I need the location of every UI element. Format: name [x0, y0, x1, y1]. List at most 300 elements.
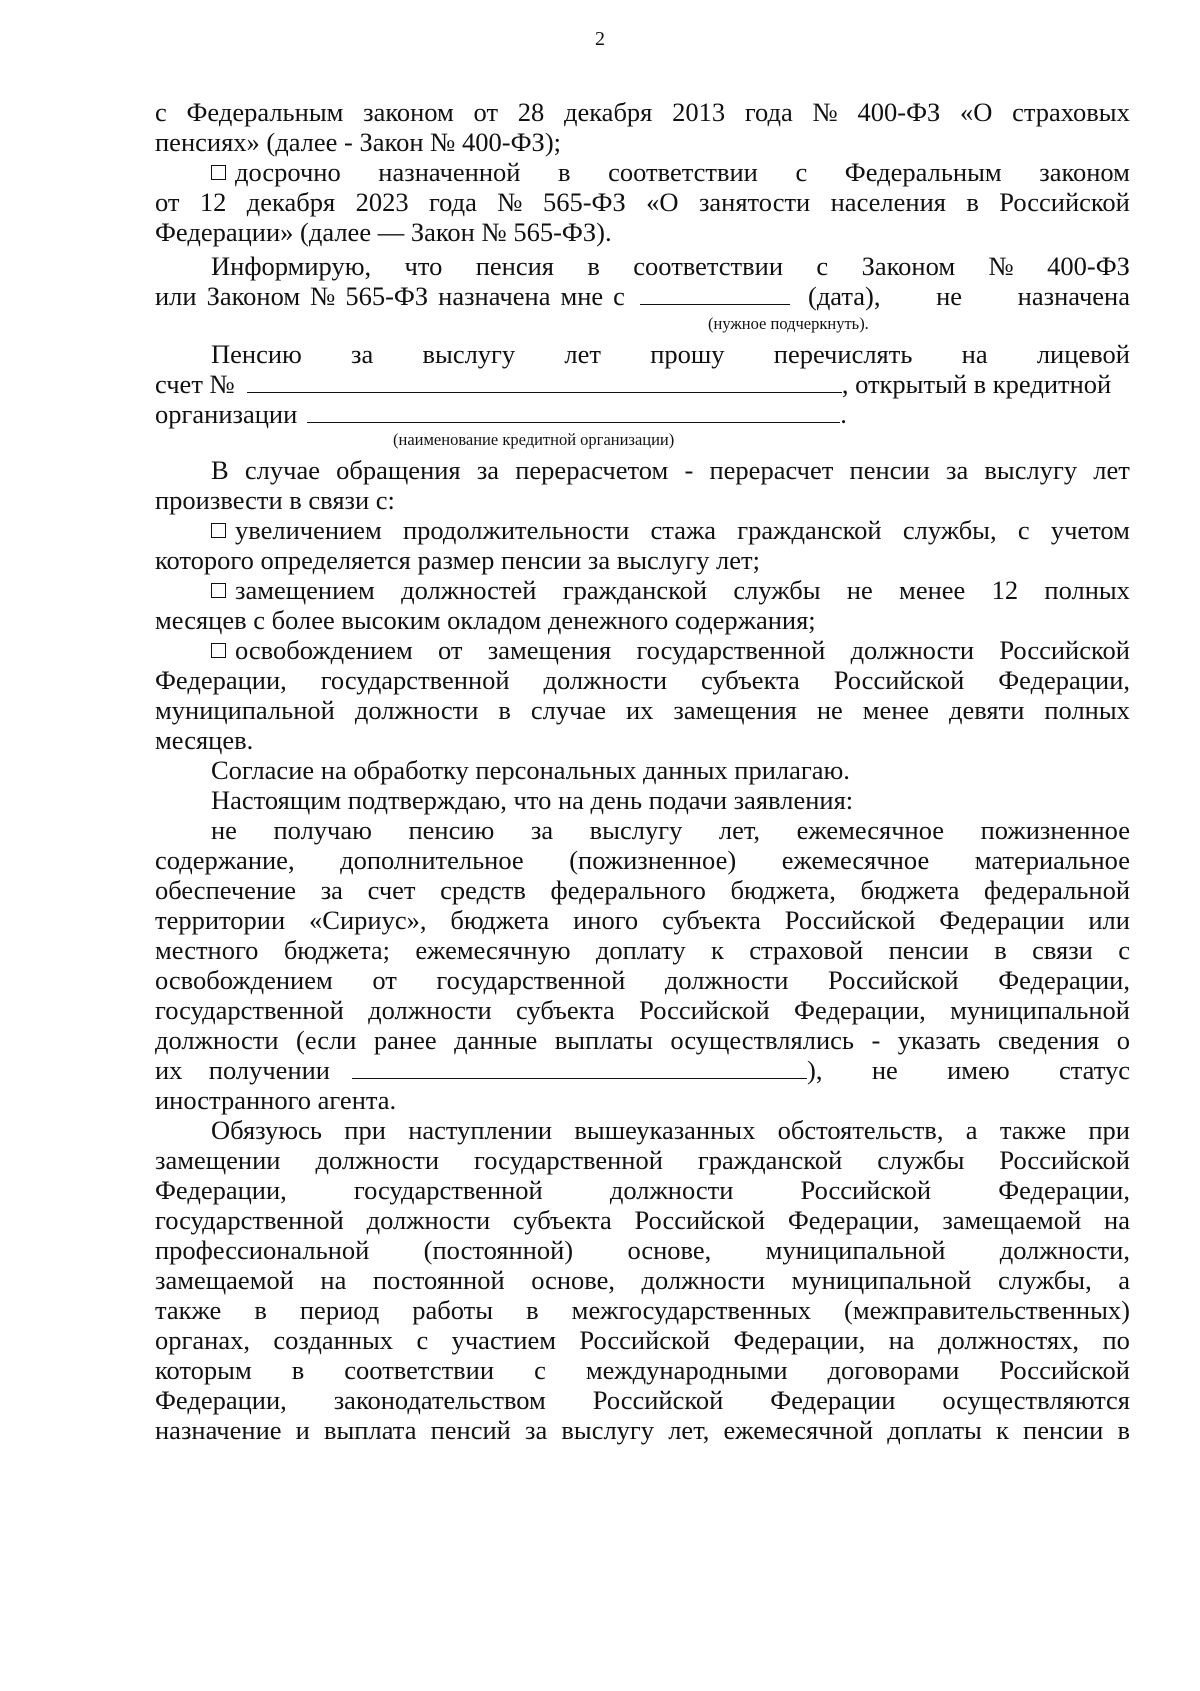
word: Федерации	[939, 905, 1065, 935]
word: лет,	[668, 1415, 710, 1445]
word: бюджета	[450, 905, 550, 935]
word: а	[1118, 1265, 1130, 1295]
text-line: Настоящим подтверждаю, что на день подачи заявления:	[211, 785, 854, 815]
text-segment: счет №	[155, 369, 235, 399]
word: что	[404, 251, 443, 281]
word: гражданской	[697, 1145, 843, 1175]
word: назначенной	[378, 157, 521, 187]
word: не	[211, 815, 237, 845]
text-line	[155, 186, 1130, 218]
word: по	[1102, 1325, 1130, 1355]
word: статус	[1059, 1055, 1130, 1085]
text-line	[211, 454, 1130, 486]
word: субъекта	[512, 1205, 612, 1235]
word: наступлении	[408, 1115, 553, 1145]
word: должности	[850, 635, 975, 665]
word: в	[254, 1295, 267, 1325]
word: должности	[354, 695, 479, 725]
word: Российской	[800, 1175, 932, 1205]
word: не	[846, 575, 873, 605]
word: перерасчет	[709, 455, 834, 485]
word: года	[744, 97, 793, 127]
text-line	[211, 814, 1130, 846]
word: Российской	[579, 1325, 711, 1355]
word: должностей	[401, 575, 537, 605]
word: государственной	[636, 635, 826, 665]
word: менее	[899, 575, 966, 605]
word: межгосударственных	[571, 1295, 811, 1325]
word: Информирую,	[211, 251, 372, 281]
word: имею	[947, 1055, 1010, 1085]
word: должности,	[999, 1235, 1130, 1265]
text-line: Согласие на обработку персональных данных прилагаю.	[211, 755, 850, 785]
word: пенсии	[849, 455, 930, 485]
word: пенсии	[888, 935, 969, 965]
text-line	[155, 1144, 1130, 1176]
word: территории	[155, 905, 286, 935]
word: с	[613, 281, 625, 311]
word: Законом	[861, 251, 956, 281]
word: ежемесячную	[415, 935, 571, 965]
word: получении	[208, 1055, 330, 1085]
word: законом	[1039, 157, 1130, 187]
word: продолжительности	[403, 515, 630, 545]
word: 12	[991, 575, 1019, 605]
word: года	[428, 187, 477, 217]
word: Российской	[999, 635, 1130, 665]
text-segment	[808, 280, 1130, 312]
text-line	[155, 1354, 1130, 1386]
word: счет	[367, 875, 416, 905]
date-field[interactable]	[640, 280, 790, 305]
word: доплату	[595, 935, 686, 965]
word: созданных	[273, 1325, 394, 1355]
word: (если	[296, 1025, 357, 1055]
text-segment: .	[840, 399, 847, 429]
word: бюджета	[860, 875, 960, 905]
word: 565-ФЗ	[542, 187, 626, 217]
word: за	[351, 339, 374, 369]
word: и	[295, 1415, 310, 1445]
text-line	[155, 844, 1130, 876]
word: (дата),	[808, 281, 881, 311]
word: лицевой	[1036, 339, 1130, 369]
word: перерасчетом	[515, 455, 669, 485]
word: Российской	[833, 665, 965, 695]
word: основе,	[531, 1265, 616, 1295]
word: «О	[646, 187, 679, 217]
word: Российской	[999, 187, 1130, 217]
word: за	[530, 815, 554, 845]
word: должности	[641, 1265, 766, 1295]
text-line	[155, 1234, 1130, 1266]
word: при	[344, 1115, 386, 1145]
text-line: иностранного агента.	[155, 1085, 397, 1115]
word: пенсию	[408, 815, 495, 845]
word: при	[1088, 1115, 1130, 1145]
word: с	[816, 251, 829, 281]
word: от	[438, 635, 463, 665]
word: выслугу	[422, 339, 516, 369]
word: Федерации,	[155, 1385, 287, 1415]
word: выслугу	[561, 1415, 655, 1445]
word: Федерации,	[733, 1325, 866, 1355]
word: 565-ФЗ	[345, 281, 429, 311]
text-segment	[807, 1054, 1130, 1086]
word: муниципальной	[791, 1265, 972, 1295]
option-release-position[interactable]	[211, 634, 1130, 666]
text-line	[155, 934, 1130, 966]
word: органах,	[155, 1325, 250, 1355]
word: №	[310, 281, 336, 311]
word: Российской	[592, 1385, 724, 1415]
text-line	[155, 694, 1130, 726]
text-line: которого определяется размер пенсии за выслугу лет;	[155, 545, 760, 575]
text-line	[155, 1024, 1130, 1056]
word: не	[936, 281, 963, 311]
word: за	[525, 1415, 548, 1445]
word: вышеуказанных	[574, 1115, 756, 1145]
word: должности	[155, 1025, 279, 1055]
option-service-length[interactable]	[211, 514, 1130, 546]
word: ежемесячное	[781, 845, 930, 875]
word: Федерации,	[998, 965, 1130, 995]
text-line	[155, 1414, 1130, 1446]
text-line	[155, 874, 1130, 906]
word: страховой	[749, 935, 864, 965]
word: пенсии	[1023, 1415, 1104, 1445]
word: должности	[664, 965, 789, 995]
word: назначение	[155, 1415, 282, 1445]
word: полных	[1044, 695, 1130, 725]
word: к	[711, 935, 724, 965]
word: замещаемой	[942, 1205, 1082, 1235]
word: в	[291, 1355, 305, 1385]
word: учетом	[1050, 515, 1130, 545]
text-segment: , открытый в кредитной	[841, 369, 1112, 399]
word: получаю	[273, 815, 372, 845]
word: в	[498, 695, 511, 725]
account-number-field[interactable]	[247, 368, 842, 393]
word: должности	[368, 995, 492, 1025]
word: страховых	[1012, 97, 1130, 127]
word: службы,	[902, 515, 997, 545]
text-line	[155, 664, 1130, 696]
checkbox-icon[interactable]	[211, 643, 226, 658]
word: профессиональной	[155, 1235, 370, 1265]
word: или	[1088, 905, 1130, 935]
word: также	[155, 1295, 222, 1325]
word: материальное	[974, 845, 1130, 875]
text-line	[155, 1294, 1130, 1326]
word: федеральной	[984, 875, 1130, 905]
word: ежемесячное	[796, 815, 945, 845]
word: государственной	[436, 965, 626, 995]
checkbox-icon[interactable]	[211, 165, 226, 180]
option-text	[235, 634, 1130, 666]
word: Пенсию	[211, 339, 302, 369]
word: за	[946, 455, 969, 485]
word: 12	[199, 187, 227, 217]
text-line: Федерации» (далее — Закон № 565-ФЗ).	[155, 217, 612, 247]
word: иного	[573, 905, 639, 935]
word: населения	[830, 187, 946, 217]
word: Федеральным	[844, 157, 1002, 187]
word: -	[871, 1025, 881, 1055]
word: 2013	[672, 97, 726, 127]
word: период	[299, 1295, 380, 1325]
word: ежемесячной	[723, 1415, 874, 1445]
word: прошу	[650, 339, 725, 369]
word: с	[534, 1355, 546, 1385]
word: обеспечение	[155, 875, 297, 905]
caption-underline-hint: (нужное подчеркнуть).	[708, 314, 869, 333]
word: Законом	[206, 281, 301, 311]
word: должностях,	[937, 1325, 1080, 1355]
bank-name-field[interactable]	[307, 398, 840, 423]
word: за	[320, 875, 343, 905]
word: Российской	[999, 1145, 1130, 1175]
text-line-account	[155, 368, 1130, 400]
word: основе,	[627, 1235, 712, 1265]
word: государственной	[320, 665, 510, 695]
word: «О	[960, 97, 993, 127]
word: законом	[363, 97, 454, 127]
word: Российской	[634, 1205, 766, 1235]
word: субъекта	[516, 995, 615, 1025]
word: Федерации,	[787, 1205, 920, 1235]
word: в	[966, 187, 979, 217]
word: дополнительное	[340, 845, 524, 875]
word: Федерации,	[998, 665, 1130, 695]
text-line: произвести в связи с:	[155, 485, 395, 515]
word: Обязуюсь	[211, 1115, 322, 1145]
word: содержание,	[155, 845, 295, 875]
word: №	[497, 187, 523, 217]
word: освобождением	[155, 965, 333, 995]
text-line: месяцев с более высоким окладом денежного содержания;	[155, 605, 816, 635]
word: на	[961, 339, 988, 369]
word: случае	[244, 455, 320, 485]
word: выплаты	[554, 1025, 653, 1055]
word: (межправительственных)	[844, 1295, 1130, 1325]
word: договорами	[827, 1355, 960, 1385]
word: выслугу	[589, 815, 683, 845]
word: 400-ФЗ	[1047, 251, 1130, 281]
word: Российской	[828, 965, 959, 995]
word: ),	[807, 1055, 823, 1085]
word: за	[476, 455, 500, 485]
checkbox-icon[interactable]	[211, 583, 226, 598]
word: должности	[366, 1205, 491, 1235]
word: полных	[1044, 575, 1130, 605]
word: назначена	[438, 281, 551, 311]
word: гражданской	[562, 575, 708, 605]
word: муниципальной	[765, 1235, 946, 1265]
word: мне	[560, 281, 604, 311]
word: «Сириус»,	[309, 905, 427, 935]
word: их	[625, 695, 654, 725]
word: Российской	[999, 1355, 1130, 1385]
word: государственной	[474, 1145, 663, 1175]
word: бюджета,	[730, 875, 836, 905]
word: -	[684, 455, 694, 485]
word: Федеральным	[186, 97, 344, 127]
word: Федерации	[770, 1385, 896, 1415]
text-line: месяцев.	[155, 725, 254, 755]
word: должности	[609, 1175, 734, 1205]
word: в	[1117, 1415, 1130, 1445]
word: постоянной	[372, 1265, 505, 1295]
word: лет	[564, 339, 601, 369]
text-line-date	[155, 280, 1130, 312]
word: соответствии	[633, 251, 784, 281]
word: связи	[1032, 935, 1093, 965]
word: службы,	[997, 1265, 1092, 1295]
word: к	[996, 1415, 1009, 1445]
word: местного	[155, 935, 259, 965]
word: не	[816, 695, 843, 725]
word: муниципальной	[950, 995, 1130, 1025]
word: участием	[451, 1325, 557, 1355]
word: замещением	[235, 575, 375, 605]
word: также	[999, 1115, 1067, 1145]
word: В	[211, 455, 229, 485]
checkbox-icon[interactable]	[211, 523, 226, 538]
word: муниципальной	[155, 695, 335, 725]
word: на	[1104, 1205, 1130, 1235]
text-line-payments	[155, 1054, 1130, 1086]
word: Федерации,	[155, 1175, 287, 1205]
word: с	[1118, 935, 1130, 965]
word: доплаты	[887, 1415, 982, 1445]
payments-info-field[interactable]	[352, 1054, 807, 1079]
word: замещаемой	[155, 1265, 294, 1295]
word: выплата	[323, 1415, 417, 1445]
word: (постоянной)	[423, 1235, 574, 1265]
word: от	[372, 965, 397, 995]
text-line	[155, 964, 1130, 996]
word: ранее	[373, 1025, 437, 1055]
word: досрочно	[235, 157, 341, 187]
word: субъекта	[662, 905, 761, 935]
text-line: пенсиях» (далее - Закон № 400-ФЗ);	[155, 127, 562, 157]
word: Федерации,	[998, 1175, 1130, 1205]
page-number: 2	[595, 28, 605, 50]
word: менее	[862, 695, 930, 725]
word: службы	[877, 1145, 965, 1175]
word: с	[416, 1325, 429, 1355]
word: средств	[440, 875, 526, 905]
word: замещении	[155, 1145, 281, 1175]
word: 400-ФЗ	[857, 97, 941, 127]
word: бюджета;	[283, 935, 390, 965]
word: перечислять	[773, 339, 913, 369]
text-line	[155, 1204, 1130, 1236]
word: государственной	[155, 995, 344, 1025]
word: случае	[530, 695, 606, 725]
word: службы	[733, 575, 821, 605]
word: выслугу	[984, 455, 1078, 485]
word: сведения	[997, 1025, 1100, 1055]
word: федерального	[550, 875, 706, 905]
word: обращения	[336, 455, 461, 485]
word: девяти	[949, 695, 1025, 725]
text-segment: организации	[155, 399, 298, 429]
word: о	[1116, 1025, 1130, 1055]
word: осуществлялись	[670, 1025, 854, 1055]
word: от	[155, 187, 180, 217]
word: должности	[315, 1145, 440, 1175]
word: их	[155, 1055, 183, 1085]
word: 2023	[355, 187, 409, 217]
word: которым	[155, 1355, 252, 1385]
text-line	[211, 1114, 1130, 1146]
word: лет	[1093, 455, 1130, 485]
option-higher-salary[interactable]	[211, 574, 1130, 606]
word: не	[871, 1055, 898, 1085]
word: от	[473, 97, 499, 127]
text-line-bank	[155, 398, 1130, 430]
word: гражданской	[737, 515, 882, 545]
text-segment	[155, 1054, 330, 1086]
word: указать	[897, 1025, 981, 1055]
word: государственной	[155, 1205, 344, 1235]
text-segment	[155, 280, 625, 312]
word: пожизненное	[980, 815, 1130, 845]
word: стажа	[650, 515, 717, 545]
word: замещения	[673, 695, 797, 725]
word: Российской	[784, 905, 916, 935]
word: должности	[543, 665, 668, 695]
word: или	[155, 281, 197, 311]
text-line	[155, 994, 1130, 1026]
word: в	[994, 935, 1007, 965]
word: (пожизненное)	[569, 845, 737, 875]
word: декабря	[246, 187, 336, 217]
option-early-pension[interactable]	[211, 156, 1130, 188]
word: в	[526, 1295, 539, 1325]
word: соответствии	[608, 157, 758, 187]
word: с	[1017, 515, 1030, 545]
word: Федерации,	[155, 665, 287, 695]
word: на	[888, 1325, 915, 1355]
word: Российской	[639, 995, 770, 1025]
text-line	[155, 1324, 1130, 1356]
word: пенсий	[430, 1415, 511, 1445]
word: международными	[585, 1355, 788, 1385]
caption-bank-name: (наименование кредитной организации)	[393, 430, 675, 449]
text-line	[211, 250, 1130, 282]
word: увеличением	[235, 515, 382, 545]
text-line	[155, 1264, 1130, 1296]
word: соответствии	[344, 1355, 495, 1385]
word: занятости	[698, 187, 811, 217]
text-line	[155, 96, 1130, 128]
word: на	[320, 1265, 347, 1295]
word: субъекта	[700, 665, 800, 695]
text-line	[155, 1174, 1130, 1206]
word: осуществляются	[942, 1385, 1130, 1415]
text-line	[155, 904, 1130, 936]
text-line	[155, 1384, 1130, 1416]
word: Федерации,	[794, 995, 926, 1025]
word: законодательством	[333, 1385, 546, 1415]
option-text	[235, 574, 1130, 606]
option-text	[235, 156, 1130, 188]
word: с	[155, 97, 167, 127]
word: в	[587, 251, 600, 281]
